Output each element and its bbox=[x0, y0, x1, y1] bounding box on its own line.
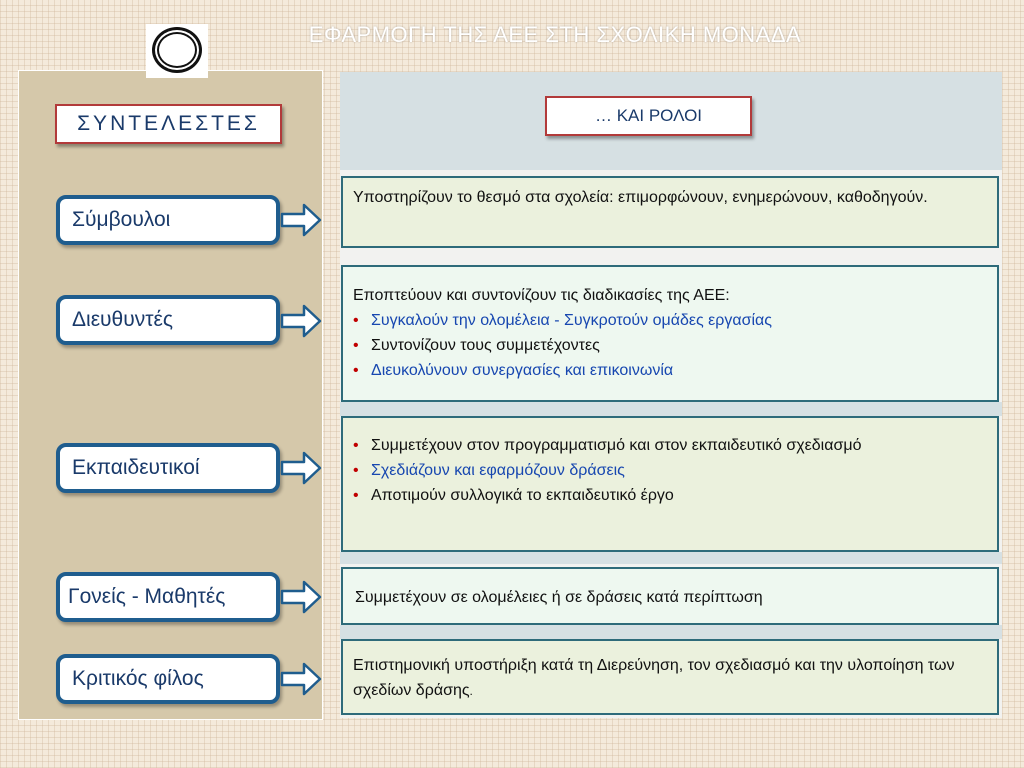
role-desc-directors bbox=[341, 265, 999, 402]
slide-title: ΕΦΑΡΜΟΓΗ ΤΗΣ ΑΕΕ ΣΤΗ ΣΧΟΛΙΚΗ ΜΟΝΑΔΑ bbox=[308, 22, 802, 47]
role-desc-parents-students bbox=[341, 567, 999, 625]
list-item: • Διευκολύνουν συνεργασίες και επικοινωνία bbox=[353, 358, 987, 383]
right-arrow-icon bbox=[280, 662, 322, 696]
contributors-heading: ΣΥΝΤΕΛΕΣΤΕΣ bbox=[55, 104, 282, 144]
bullet-icon: • bbox=[353, 337, 359, 354]
role-advisors: Σύμβουλοι bbox=[56, 195, 280, 245]
role-desc-text: Συμμετέχουν σε ολομέλειες ή σε δράσεις κατά περίπτωση bbox=[355, 589, 763, 606]
panel-divider bbox=[340, 625, 1002, 639]
bullet-icon: • bbox=[353, 437, 359, 454]
logo-inner-ring-icon bbox=[157, 32, 197, 68]
left-panel bbox=[18, 70, 323, 720]
bullet-icon: • bbox=[353, 312, 359, 329]
roles-heading: … ΚΑΙ ΡΟΛΟΙ bbox=[545, 96, 752, 136]
role-desc-advisors bbox=[341, 176, 999, 248]
role-desc-intro: Εποπτεύουν και συντονίζουν τις διαδικασίες της ΑΕΕ: bbox=[353, 287, 730, 304]
panel-divider bbox=[340, 402, 1002, 416]
bullet-list bbox=[353, 308, 987, 383]
role-directors: Διευθυντές bbox=[56, 295, 280, 345]
right-arrow-icon bbox=[280, 451, 322, 485]
list-item: • Συμμετέχουν στον προγραμματισμό και στον εκπαιδευτικό σχεδιασμό bbox=[353, 433, 987, 458]
bullet-icon: • bbox=[353, 487, 359, 504]
role-desc-text: Επιστημονική υποστήριξη κατά τη Διερεύνηση, τον σχεδιασμό και την υλοποίηση των σχεδίων δράσης bbox=[353, 657, 955, 699]
role-parents-students: Γονείς - Μαθητές bbox=[56, 572, 280, 622]
bullet-icon: • bbox=[353, 462, 359, 479]
trailing-period: . bbox=[469, 684, 473, 698]
bullet-icon: • bbox=[353, 362, 359, 379]
list-item: • Σχεδιάζουν και εφαρμόζουν δράσεις bbox=[353, 458, 987, 483]
role-critical-friend: Κριτικός φίλος bbox=[56, 654, 280, 704]
role-desc-critical-friend bbox=[341, 639, 999, 715]
list-item: • Συντονίζουν τους συμμετέχοντες bbox=[353, 333, 987, 358]
role-teachers: Εκπαιδευτικοί bbox=[56, 443, 280, 493]
bullet-list bbox=[353, 433, 987, 508]
right-arrow-icon bbox=[280, 304, 322, 338]
right-arrow-icon bbox=[280, 203, 322, 237]
right-arrow-icon bbox=[280, 580, 322, 614]
panel-divider bbox=[340, 552, 1002, 564]
role-desc-text: Υποστηρίζουν το θεσμό στα σχολεία: επιμορφώνουν, ενημερώνουν, καθοδηγούν. bbox=[353, 189, 928, 206]
list-item: • Συγκαλούν την ολομέλεια - Συγκροτούν ομάδες εργασίας bbox=[353, 308, 987, 333]
list-item: • Αποτιμούν συλλογικά το εκπαιδευτικό έργο bbox=[353, 483, 987, 508]
role-desc-teachers bbox=[341, 416, 999, 552]
